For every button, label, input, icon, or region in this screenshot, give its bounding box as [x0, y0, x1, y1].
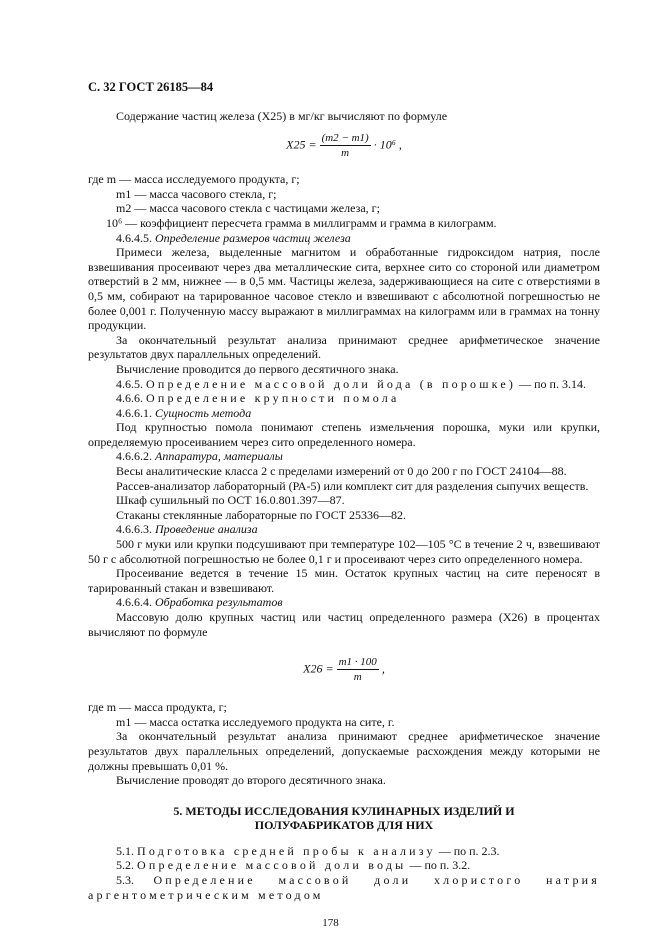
section-465 [88, 377, 600, 392]
section-title: Определение массовой доли воды [137, 858, 407, 873]
section-number: 4.6.6.1. [116, 405, 152, 420]
section-number: 4.6.6.2. [116, 449, 152, 464]
definition: 10⁶ — коэффициент пересчета грамма в миллиграмм и грамма в килограмм. [106, 215, 497, 230]
equipment-item: Стаканы стеклянные лабораторные по ГОСТ 25336—82. [116, 507, 407, 522]
definitions-2 [88, 700, 600, 729]
numerator: m1 · 100 [338, 656, 377, 669]
formula-lhs: X25 = [286, 137, 317, 152]
page-header: С. 32 ГОСТ 26185—84 [88, 80, 214, 94]
paragraph: За окончательный результат анализа принимают среднее арифметическое значение результатов двух параллельных определений. [88, 332, 600, 362]
section-number: 4.6.6. [116, 391, 143, 406]
section-number: 5.1. [116, 843, 134, 858]
section-51 [88, 844, 600, 859]
denominator: m [341, 147, 350, 160]
section-number: 5.3. [116, 872, 134, 887]
definition: m1 — масса часового стекла, г; [116, 186, 277, 201]
section-number: 4.6.6.3. [116, 522, 152, 537]
section-number: 5.2. [116, 858, 134, 873]
page-number: 178 [322, 917, 339, 930]
paragraph: Массовую долю крупных частиц или частиц определенного размера (X26) в процентах вычисляют по формуле [88, 610, 600, 639]
section-4662 [88, 449, 600, 464]
section-466 [88, 391, 600, 406]
formula-x25 [88, 131, 600, 160]
paragraph: Под крупностью помола понимают степень измельчения порошка, муки или крупки, определяемую просеиванием через сито определенного номера. [88, 420, 600, 449]
definition: m2 — масса часового стекла с частицами железа, г; [116, 201, 380, 216]
definitions-1 [88, 172, 600, 230]
section-4664 [88, 595, 600, 610]
fraction [337, 655, 379, 684]
section-title: Аппаратура, материалы [155, 449, 283, 464]
paragraph: 500 г муки или крупки подсушивают при температуре 102—105 °С в течение 2 ч, взвешивают 50 г с абсолютной погрешностью не более 0,1 г и просеивают через сито определенного номера. [88, 537, 600, 566]
section-title: Определение массовой доли йода (в порошке) [146, 376, 517, 391]
section-52 [88, 858, 600, 873]
paragraph: Вычисление проводят до второго десятичного знака. [116, 773, 386, 788]
section-title: Определение размеров частиц железа [155, 230, 351, 245]
section-heading: 5. МЕТОДЫ ИССЛЕДОВАНИЯ КУЛИНАРНЫХ ИЗДЕЛИЙ И ПОЛУФАБРИКАТОВ ДЛЯ НИХ [173, 803, 515, 832]
formula-tail: · 10⁶ , [373, 137, 402, 152]
section-title: Подготовка средней пробы к анализу [137, 843, 436, 858]
denominator: m [353, 671, 362, 684]
numerator: (m2 − m1) [321, 132, 369, 145]
section-title: Обработка результатов [155, 595, 283, 610]
section-number: 4.6.5. [116, 376, 143, 391]
section-title: Определение крупности помола [146, 391, 400, 406]
paragraph: Примеси железа, выделенные магнитом и обработанные гидроксидом натрия, после взвешивания просеивают через два металлические сита, верхнее сито со стороной или диаметром отверстий в 2 мм, нижнее — в 0,5 мм. Частицы железа, задерживающиеся на сите с отверстиями в 0,5 мм, собирают на тарированное часовое стекло и взвешивают с абсолютной погрешностью не более 0,001 г. Полученную массу выражают в миллиграммах на килограмм или в граммах на тонну продукции. [88, 245, 600, 333]
section-title: Проведение анализа [155, 522, 258, 537]
section-ref: — по п. 2.3. [438, 843, 500, 858]
section-4645 [88, 231, 600, 246]
section-ref: — по п. 3.14. [519, 376, 586, 391]
definition: m1 — масса остатка исследуемого продукта на сите, г. [116, 714, 395, 729]
equipment-item: Весы аналитические класса 2 с пределами измерений от 0 до 200 г по ГОСТ 24104—88. [116, 464, 567, 479]
paragraph: Просеивание ведется в течение 15 мин. Остаток крупных частиц на сите переносят в тарированный стакан и взвешивают. [88, 566, 600, 595]
section-ref: — по п. 3.2. [409, 858, 471, 873]
paragraph: За окончательный результат анализа принимают среднее арифметическое значение результатов двух параллельных определений, допускаемые расхождения между которыми не должны превышать 0,01 %. [88, 729, 600, 773]
equipment-item: Шкаф сушильный по ОСТ 16.0.801.397—87. [116, 493, 345, 508]
definition: где m — масса продукта, г; [88, 700, 227, 715]
section-4661 [88, 406, 600, 421]
paragraph: Вычисление проводится до первого десятичного знака. [116, 361, 399, 376]
equipment-item: Рассев-анализатор лабораторный (РА-5) или комплект сит для разделения сыпучих веществ. [116, 478, 589, 493]
section-title: Определение массовой доли хлористого натрия аргентометрическим методом [88, 872, 601, 902]
formula-lhs: X26 = [303, 661, 334, 676]
formula-x26 [88, 655, 600, 684]
section-53 [88, 873, 600, 902]
intro-text: Содержание частиц железа (X25) в мг/кг вычисляют по формуле [116, 108, 448, 123]
definition: где m — масса исследуемого продукта, г; [88, 172, 300, 187]
section-number: 4.6.4.5. [116, 230, 152, 245]
document-page [88, 0, 600, 950]
section-4663 [88, 522, 600, 537]
section-title: Сущность метода [155, 405, 252, 420]
fraction [320, 131, 371, 160]
section-number: 4.6.6.4. [116, 595, 152, 610]
formula-tail: , [381, 661, 385, 676]
